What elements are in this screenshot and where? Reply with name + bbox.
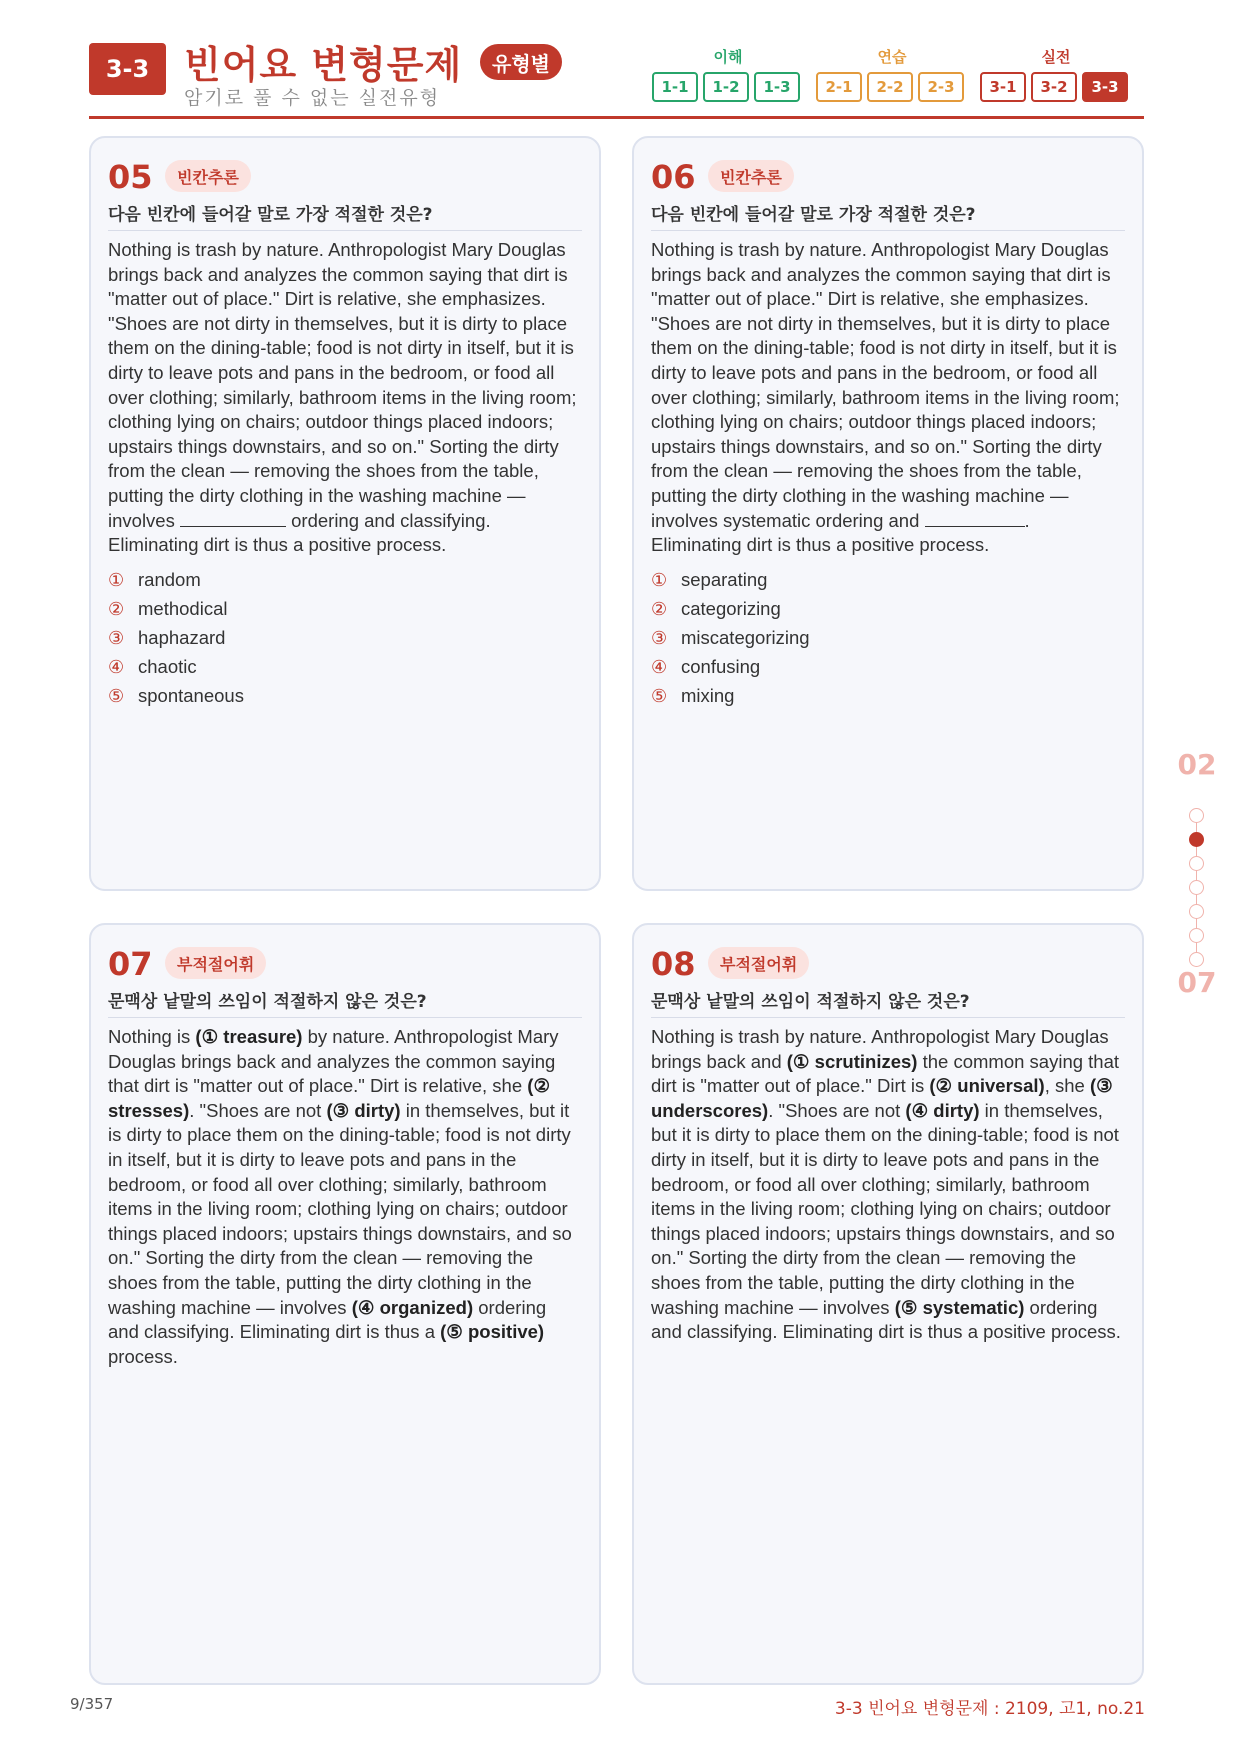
- option-text: separating: [681, 568, 768, 590]
- nav-dot[interactable]: [1189, 808, 1204, 823]
- nav-dot[interactable]: [1189, 928, 1204, 943]
- passage-text: the common saying that dirt is "matter out of place." Dirt is: [651, 1050, 1120, 1097]
- passage-text: . "Shoes are not: [189, 1099, 327, 1121]
- question-prompt: 문맥상 낱말의 쓰임이 적절하지 않은 것은?: [651, 992, 970, 1012]
- answer-option[interactable]: [108, 566, 582, 595]
- prompt-divider: [108, 230, 582, 231]
- option-marker: ②: [108, 598, 125, 619]
- question-prompt: 문맥상 낱말의 쓰임이 적절하지 않은 것은?: [108, 992, 427, 1012]
- option-text: chaotic: [138, 655, 197, 677]
- question-type-tag: 빈칸추론: [165, 160, 251, 192]
- passage: [651, 1025, 1125, 1345]
- option-marker: ①: [108, 569, 125, 590]
- answer-option[interactable]: [108, 624, 582, 653]
- underlined-word-5: (⑤ positive): [440, 1321, 545, 1343]
- question-card-07: [89, 923, 601, 1685]
- passage-text: Nothing is trash by nature. Anthropologist Mary Douglas brings back and: [651, 1026, 1109, 1072]
- nav-dot[interactable]: [1189, 952, 1204, 967]
- underlined-word-4: (④ organized): [351, 1296, 474, 1318]
- underlined-word-4: (④ dirty): [905, 1099, 980, 1121]
- level-group-label-practice: 연습: [877, 48, 907, 66]
- passage-text: Nothing is: [108, 1026, 196, 1047]
- answer-options: [651, 566, 1125, 711]
- question-number: 08: [651, 945, 696, 983]
- option-marker: ⑤: [651, 685, 668, 706]
- nav-dot[interactable]: [1189, 880, 1204, 895]
- type-badge: 유형별: [480, 44, 562, 80]
- nav-range-start: 02: [1177, 748, 1217, 781]
- passage: [651, 238, 1125, 711]
- answer-blank: [180, 511, 286, 527]
- nav-dot[interactable]: [1189, 904, 1204, 919]
- prompt-divider: [108, 1017, 582, 1018]
- option-marker: ③: [108, 627, 125, 648]
- section-badge: 3-3: [89, 43, 166, 95]
- question-prompt: 다음 빈칸에 들어갈 말로 가장 적절한 것은?: [651, 205, 976, 225]
- option-text: miscategorizing: [681, 626, 810, 648]
- level-button-3-1[interactable]: 3-1: [980, 72, 1026, 102]
- passage-text: ordering and classifying. Eliminating dirt is thus a positive process.: [651, 1296, 1121, 1343]
- level-button-2-3[interactable]: 2-3: [918, 72, 964, 102]
- option-marker: ③: [651, 627, 668, 648]
- option-text: mixing: [681, 684, 735, 706]
- prompt-divider: [651, 230, 1125, 231]
- underlined-word-1: (① scrutinizes): [786, 1050, 918, 1072]
- option-marker: ④: [108, 656, 125, 677]
- passage-text: in themselves, but it is dirty to place them on the dining-table; food is not dirty in itself, but it is dirty to leave pots and pans in the bedroom, or food all over clothing; similarly, bathroom items in the living room; clothing lying on chairs; outdoor things placed indoors; upstairs things downstairs, and so on." Sorting the dirty from the clean — removing the shoes from the table, putting the dirty clothing in the washing machine — involves: [651, 1099, 1119, 1318]
- passage: [108, 238, 582, 711]
- question-prompt: 다음 빈칸에 들어갈 말로 가장 적절한 것은?: [108, 205, 433, 225]
- level-button-3-3[interactable]: 3-3: [1082, 72, 1128, 102]
- underlined-word-5: (⑤ systematic): [894, 1296, 1025, 1318]
- passage-text: in themselves, but it is dirty to place them on the dining-table; food is not dirty in itself, but it is dirty to leave pots and pans in the bedroom, or food all over clothing; similarly, bathroom items in the living room; clothing lying on chairs; outdoor things placed indoors; upstairs things downstairs, and so on." Sorting the dirty from the clean — removing the shoes from the table, putting the dirty clothing in the washing machine — involves: [108, 1099, 572, 1318]
- answer-option[interactable]: [651, 624, 1125, 653]
- answer-option[interactable]: [651, 595, 1125, 624]
- question-number: 05: [108, 158, 153, 196]
- underlined-word-2: (② stresses): [108, 1075, 551, 1121]
- answer-options: [108, 566, 582, 711]
- level-button-2-2[interactable]: 2-2: [867, 72, 913, 102]
- question-card-06: [632, 136, 1144, 891]
- passage-text: by nature. Anthropologist Mary Douglas brings back and analyzes the common saying that dirt is "matter out of place." Dirt is relative, she: [108, 1026, 559, 1097]
- level-group-label-real: 실전: [1041, 48, 1071, 66]
- question-card-08: [632, 923, 1144, 1685]
- passage-text: . Eliminating dirt is thus a positive process.: [651, 509, 1030, 556]
- passage: [108, 1025, 582, 1369]
- passage-text: Nothing is trash by nature. Anthropologist Mary Douglas brings back and analyzes the common saying that dirt is "matter out of place." Dirt is relative, she emphasizes. "Shoes are not dirty in themselves, but it is dirty to place them on the dining-table; food is not dirty in itself, but it is dirty to leave pots and pans in the bedroom, or food all over clothing; similarly, bathroom items in the living room; clothing lying on chairs; outdoor things placed indoors; upstairs things downstairs, and so on." Sorting the dirty from the clean — removing the shoes from the table, putting the dirty clothing in the washing machine — involves: [108, 239, 577, 531]
- question-type-tag: 부적절어휘: [165, 947, 266, 979]
- header-rule: [89, 116, 1144, 119]
- option-marker: ⑤: [108, 685, 125, 706]
- level-button-3-2[interactable]: 3-2: [1031, 72, 1077, 102]
- underlined-word-3: (③ dirty): [326, 1099, 401, 1121]
- level-button-1-3[interactable]: 1-3: [754, 72, 800, 102]
- source-reference: 3-3 빈어요 변형문제 : 2109, 고1, no.21: [834, 1699, 1145, 1719]
- answer-blank: [925, 511, 1025, 527]
- level-button-1-2[interactable]: 1-2: [703, 72, 749, 102]
- option-text: methodical: [138, 597, 228, 619]
- underlined-word-3: (③ underscores): [651, 1075, 1113, 1121]
- answer-option[interactable]: [651, 682, 1125, 711]
- underlined-word-1: (① treasure): [195, 1026, 303, 1047]
- question-type-tag: 빈칸추론: [708, 160, 794, 192]
- nav-dot-active[interactable]: [1189, 832, 1204, 847]
- question-type-tag: 부적절어휘: [708, 947, 809, 979]
- passage-text: . "Shoes are not: [768, 1099, 906, 1121]
- page-number: 9/357: [70, 1695, 114, 1713]
- answer-option[interactable]: [108, 682, 582, 711]
- option-marker: ①: [651, 569, 668, 590]
- page-subtitle: 암기로 풀 수 없는 실전유형: [184, 87, 441, 109]
- option-text: random: [138, 568, 201, 590]
- passage-text: ordering and classifying. Eliminating dirt is thus a positive process.: [108, 509, 491, 556]
- option-marker: ④: [651, 656, 668, 677]
- option-text: spontaneous: [138, 684, 244, 706]
- option-text: categorizing: [681, 597, 781, 619]
- underlined-word-2: (② universal): [929, 1075, 1045, 1097]
- passage-text: ordering and classifying. Eliminating dirt is thus a: [108, 1296, 547, 1343]
- passage-text: , she: [1044, 1075, 1090, 1097]
- option-marker: ②: [651, 598, 668, 619]
- question-card-05: [89, 136, 601, 891]
- passage-text: Nothing is trash by nature. Anthropologist Mary Douglas brings back and analyzes the common saying that dirt is "matter out of place." Dirt is relative, she emphasizes. "Shoes are not dirty in themselves, but it is dirty to place them on the dining-table; food is not dirty in itself, but it is dirty to leave pots and pans in the bedroom, or food all over clothing; similarly, bathroom items in the living room; clothing lying on chairs; outdoor things placed indoors; upstairs things downstairs, and so on." Sorting the dirty from the clean — removing the shoes from the table, putting the dirty clothing in the washing machine — involves systematic ordering and: [651, 239, 1120, 531]
- prompt-divider: [651, 1017, 1125, 1018]
- answer-option[interactable]: [651, 566, 1125, 595]
- answer-option[interactable]: [108, 595, 582, 624]
- answer-option[interactable]: [651, 653, 1125, 682]
- nav-dot[interactable]: [1189, 856, 1204, 871]
- option-text: haphazard: [138, 626, 226, 648]
- level-group-label-understand: 이해: [713, 48, 743, 66]
- nav-range-end: 07: [1177, 966, 1217, 999]
- level-button-2-1[interactable]: 2-1: [816, 72, 862, 102]
- option-text: confusing: [681, 655, 761, 677]
- answer-option[interactable]: [108, 653, 582, 682]
- level-button-1-1[interactable]: 1-1: [652, 72, 698, 102]
- passage-text: process.: [108, 1345, 178, 1367]
- page-title: 빈어요 변형문제: [184, 43, 463, 87]
- question-number: 06: [651, 158, 696, 196]
- question-number: 07: [108, 945, 153, 983]
